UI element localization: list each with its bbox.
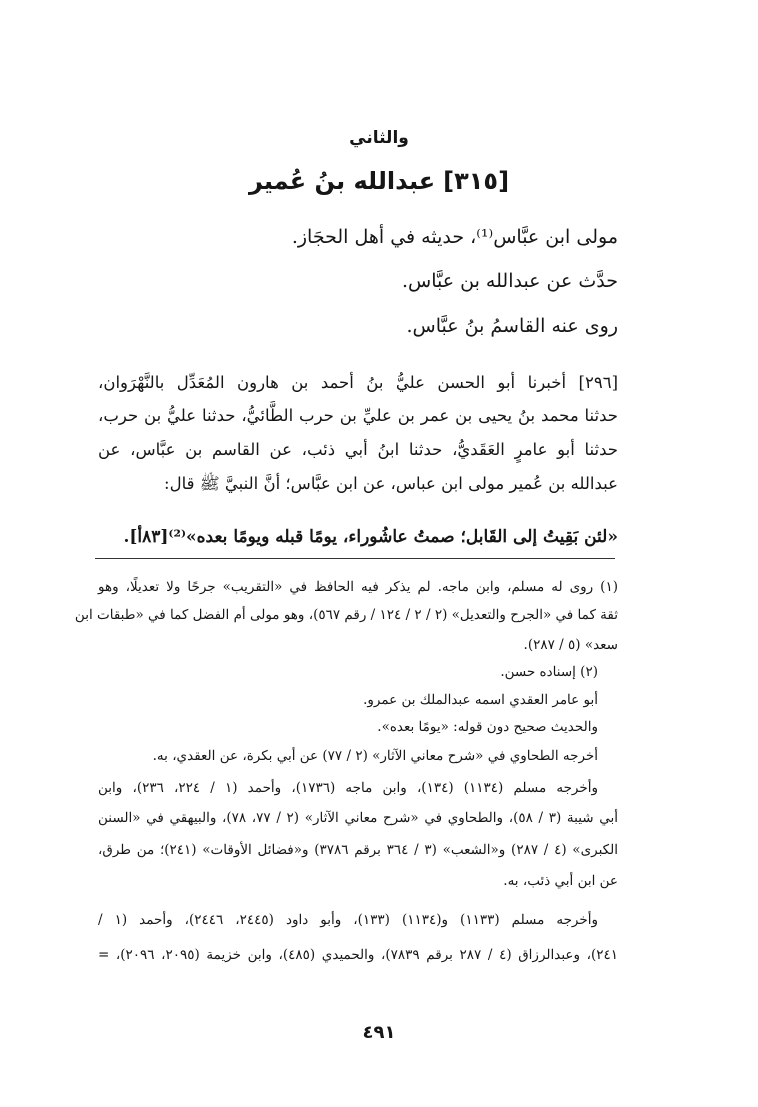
footnote-line: أخرجه الطحاوي في «شرح معاني الآثار» (٢ / ٧٧) عن أبي بكرة، عن العقدي، به. <box>152 748 598 764</box>
footnote-line: وأخرجه مسلم (١١٣٣) و(١١٣٤) (١٣٣)، وأبو داود (٢٤٤٥، ٢٤٤٦)، وأحمد (١ / <box>98 912 598 928</box>
hadith-text: «لئن بَقِيتُ إلى القَابل؛ صمتُ عاشُوراء، يومًا قبله ويومًا بعده»⁽²⁾[٨٣أ]. <box>123 527 618 547</box>
footnote-line: سعد» (٥ / ٢٨٧). <box>523 637 618 653</box>
footnote-line: الكبرى» (٤ / ٢٨٧) و«الشعب» (٣ / ٣٦٤ برقم ٣٧٨٦) و«فضائل الأوقات» (٢٤١)؛ من طرق، <box>98 842 618 858</box>
isnad-line: حدثنا محمد بنُ يحيى بن عمر بن عليِّ بن حرب الطَّائيُّ، حدثنا عليُّ بن حرب، <box>98 406 618 425</box>
isnad-line: عبدالله بن عُمير مولى ابن عباس، عن ابن عبَّاس؛ أنَّ النبيَّ ﷺ قال: <box>164 474 618 493</box>
page-number: ٤٩١ <box>362 1022 396 1043</box>
footnote-line: (١) روى له مسلم، وابن ماجه. لم يذكر فيه الحافظ في «التقريب» جرحًا ولا تعديلًا، وهو <box>98 579 618 595</box>
footnote-line: عن ابن أبي ذئب، به. <box>503 873 618 889</box>
entry-number: [٣١٥] <box>443 167 510 195</box>
footnote-line: أبو عامر العقدي اسمه عبدالملك بن عمرو. <box>363 692 598 708</box>
bio-line: روى عنه القاسمُ بنُ عبَّاس. <box>406 315 618 337</box>
footnote-line: (٢) إسناده حسن. <box>500 664 598 680</box>
bio-line: حدَّث عن عبدالله بن عبَّاس. <box>402 270 618 292</box>
footnote-divider <box>95 558 615 559</box>
footnote-line: وأخرجه مسلم (١١٣٤) (١٣٤)، وابن ماجه (١٧٣٦)، وأحمد (١ / ٢٢٤، ٢٣٦)، وابن <box>98 780 598 796</box>
footnote-line: أبي شيبة (٣ / ٥٨)، والطحاوي في «شرح معاني الآثار» (٢ / ٧٧، ٧٨)، والبيهقي في «السنن <box>98 810 618 826</box>
section-label: والثاني <box>349 128 409 148</box>
footnote-line: والحديث صحيح دون قوله: «يومًا بعده». <box>377 719 598 735</box>
bio-line: مولى ابن عبَّاس⁽¹⁾، حديثه في أهل الحجَاز. <box>291 226 618 248</box>
entry-name: عبدالله بنُ عُمير <box>248 167 436 195</box>
entry-heading <box>0 167 758 195</box>
footnote-line: ثقة كما في «الجرح والتعديل» (٢ / ٢ / ١٢٤ / رقم ٥٦٧)، وهو مولى أم الفضل كما في «طبقات ابن <box>74 607 618 623</box>
isnad-line: [٢٩٦] أخبرنا أبو الحسن عليُّ بنُ أحمد بن هارون المُعَدِّل بالنَّهْرَوان، <box>98 373 618 392</box>
footnote-line: ٢٤١)، وعبدالرزاق (٤ / ٢٨٧ برقم ٧٨٣٩)، والحميدي (٤٨٥)، وابن خزيمة (٢٠٩٥، ٢٠٩٦)، = <box>98 947 618 963</box>
isnad-line: حدثنا أبو عامرٍ العَقَديُّ، حدثنا ابنُ أبي ذئب، عن القاسم بن عبَّاس، عن <box>98 440 618 459</box>
